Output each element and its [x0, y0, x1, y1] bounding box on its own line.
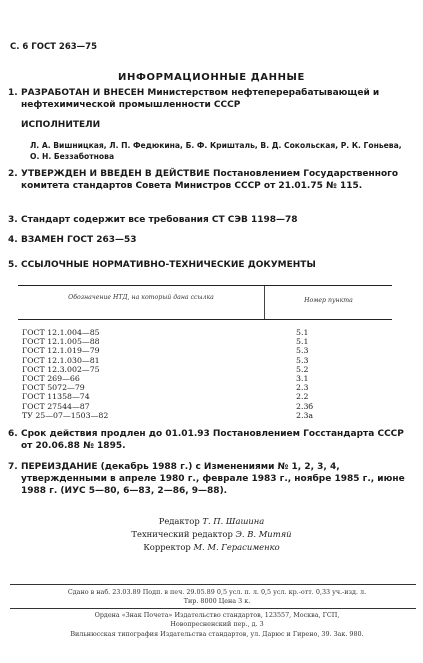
- table-cell-document: ГОСТ 269—66: [22, 373, 80, 383]
- section-7: [8, 461, 416, 497]
- section-6-number: 6.: [8, 429, 18, 439]
- table-cell-document: ГОСТ 12.1.019—79: [22, 346, 100, 356]
- table-cell-document: ГОСТ 12.1.005—88: [22, 337, 100, 347]
- credit-editor-name: Т. П. Шашина: [202, 516, 265, 526]
- section-1-number: 1.: [8, 88, 18, 98]
- section-4-text: ВЗАМЕН ГОСТ 263—53: [21, 235, 137, 245]
- table-header: [18, 286, 392, 320]
- section-2-text: УТВЕРЖДЕН И ВВЕДЕН В ДЕЙСТВИЕ Постановлением Государственного комитета стандартов Совета Министров СССР от 21.01.75 № 115.: [21, 169, 399, 191]
- credit-editor-label: Редактор: [158, 516, 200, 526]
- imprint-line-3: Ордена «Знак Почета» Издательство стандартов, 123557, Москва, ГСП,: [94, 611, 340, 619]
- section-3-number: 3.: [8, 215, 18, 225]
- credit-tech-editor-name: Э. В. Митяй: [235, 529, 292, 539]
- table-row: [18, 411, 392, 420]
- executors-names: Л. А. Вишницкая, Л. П. Федюкина, Б. Ф. Кришталь, В. Д. Сокольская, Р. К. Гоньева, О. Н. Беззаботнова: [30, 141, 402, 161]
- table-cell-item: 5.2: [296, 364, 309, 374]
- page-header: С. 6 ГОСТ 263—75: [10, 42, 98, 52]
- table-cell-item: 2.3б: [296, 401, 314, 411]
- table-cell-item: 5.3: [296, 346, 309, 356]
- table-row: [18, 374, 392, 383]
- table-cell-item: 2.2: [296, 392, 309, 402]
- imprint-divider-top: [10, 584, 416, 585]
- table-cell-item: 5.3: [296, 355, 309, 365]
- table-row: [18, 402, 392, 411]
- table-body: [18, 320, 392, 420]
- executors-label: ИСПОЛНИТЕЛИ: [21, 120, 101, 130]
- table-row: [18, 328, 392, 337]
- table-cell-document: ГОСТ 27544—87: [22, 401, 90, 411]
- imprint-divider-middle: [10, 608, 416, 609]
- imprint-line-4: Новопресненский пер., д. 3: [170, 620, 264, 628]
- section-1: [8, 87, 416, 111]
- credit-proofreader: [0, 541, 423, 554]
- section-5: [8, 259, 416, 271]
- credit-tech-editor-label: Технический редактор: [131, 529, 233, 539]
- table-row: [18, 346, 392, 355]
- credit-proofreader-name: М. М. Герасименко: [193, 542, 280, 552]
- references-table: [18, 285, 392, 420]
- credit-tech-editor: [0, 528, 423, 541]
- section-3-text: Стандарт содержит все требования СТ СЭВ 1198—78: [21, 215, 298, 225]
- table-cell-item: 3.1: [296, 373, 309, 383]
- section-1-text: РАЗРАБОТАН И ВНЕСЕН Министерством нефтеперерабатывающей и нефтехимической промышленности СССР: [21, 88, 380, 110]
- table-cell-document: ГОСТ 12.1.030—81: [22, 355, 100, 365]
- table-row: [18, 383, 392, 392]
- imprint-line-1: Сдано в наб. 23.03.89 Подп. в печ. 29.05.89 0,5 усл. п. л. 0,5 усл. кр.-отт. 0,33 уч.-изд. л.: [67, 588, 367, 596]
- section-5-number: 5.: [8, 260, 18, 270]
- section-2: [8, 168, 416, 192]
- table-cell-item: 2.3: [296, 383, 309, 393]
- table-header-item: Номер пункта: [304, 297, 353, 304]
- section-2-number: 2.: [8, 169, 18, 179]
- page-title: ИНФОРМАЦИОННЫЕ ДАННЫЕ: [118, 72, 305, 83]
- table-row: [18, 356, 392, 365]
- table-row: [18, 365, 392, 374]
- imprint-line-2: Тир. 8000 Цена 3 к.: [183, 597, 251, 605]
- section-6-text: Срок действия продлен до 01.01.93 Постановлением Госстандарта СССР от 20.06.88 № 1895.: [21, 429, 404, 451]
- table-cell-item: 2.3а: [296, 410, 314, 420]
- table-cell-item: 5.1: [296, 328, 309, 337]
- credit-editor: [0, 515, 423, 528]
- credit-proofreader-label: Корректор: [143, 542, 191, 552]
- section-5-text: ССЫЛОЧНЫЕ НОРМАТИВНО-ТЕХНИЧЕСКИЕ ДОКУМЕНТЫ: [21, 260, 316, 270]
- section-6: [8, 428, 416, 452]
- table-cell-document: ГОСТ 12.3.002—75: [22, 364, 100, 374]
- section-4-number: 4.: [8, 235, 18, 245]
- table-cell-document: ТУ 25—07—1503—82: [22, 410, 109, 420]
- table-header-document: Обозначение НТД, на который дана ссылка: [18, 286, 265, 319]
- section-7-text: ПЕРЕИЗДАНИЕ (декабрь 1988 г.) с Изменениями № 1, 2, 3, 4, утвержденными в апреле 1980 г., феврале 1983 г., ноябре 1985 г., июне 1988 г. (ИУС 5—80, 6—83, 2—86, 9—88).: [21, 462, 405, 496]
- section-7-number: 7.: [8, 462, 18, 472]
- section-4: [8, 234, 416, 246]
- imprint-line-5: Вильнюсская типография Издательства стандартов, ул. Дарюс и Гирено, 39. Зак. 980.: [70, 630, 364, 638]
- table-cell-document: ГОСТ 11358—74: [22, 392, 90, 402]
- table-cell-document: ГОСТ 12.1.004—85: [22, 328, 100, 337]
- table-cell-item: 5.1: [296, 337, 309, 347]
- table-row: [18, 337, 392, 346]
- table-cell-document: ГОСТ 5072—79: [22, 383, 85, 393]
- section-3: [8, 214, 416, 226]
- table-row: [18, 392, 392, 401]
